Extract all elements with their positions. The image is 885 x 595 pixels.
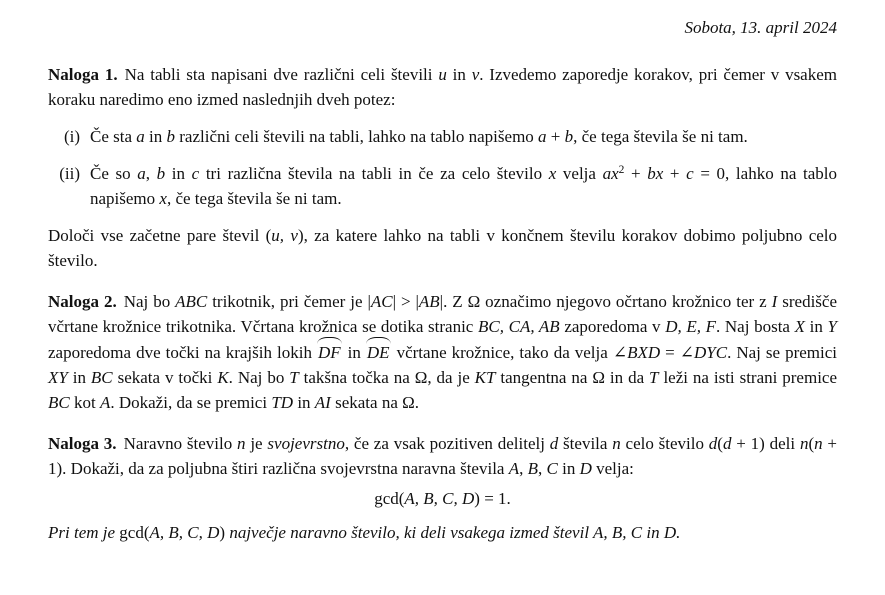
- text-run: največje naravno število, ki deli vsakega izmed števil: [229, 523, 593, 542]
- text-run: sekata v točki: [112, 368, 218, 387]
- text-run: u: [438, 65, 447, 84]
- text-run: B: [527, 459, 538, 478]
- text-run: . Izvedemo zaporedje korakov, pri čemer v vsakem koraku naredimo eno izmed naslednjih dveh potez:: [48, 65, 837, 109]
- text-run: C: [546, 459, 558, 478]
- text-run: ), za katere lahko na tabli v končnem številu korakov dobimo poljubno celo število.: [48, 226, 838, 270]
- text-run: gcd(: [374, 489, 405, 508]
- text-run: KT: [474, 368, 496, 387]
- text-run: +: [663, 164, 687, 183]
- text-run: b: [564, 127, 574, 146]
- text-run: d: [708, 434, 718, 453]
- text-run: je: [245, 434, 268, 453]
- text-run: ,: [538, 459, 547, 478]
- item-label-ii: (ii): [59, 164, 80, 183]
- gcd-equation: [48, 486, 837, 511]
- text-run: celo število: [620, 434, 709, 453]
- text-run: K: [217, 368, 229, 387]
- text-run: ABC: [175, 292, 208, 311]
- text-run: trikotnik, pri čemer je |: [207, 292, 371, 311]
- text-run: d: [722, 434, 732, 453]
- text-run: n: [612, 434, 621, 453]
- problem-1-outro: [48, 223, 837, 273]
- text-run: x: [548, 164, 557, 183]
- problem-2-heading: Naloga 2.: [48, 292, 117, 311]
- text-run: n: [814, 434, 823, 453]
- text-run: tangentna na Ω in da: [495, 368, 650, 387]
- text-run: X: [794, 317, 806, 336]
- text-run: +: [546, 127, 565, 146]
- text-run: in: [642, 523, 664, 542]
- text-run: . Naj bo: [228, 368, 290, 387]
- text-run: Naravno število: [123, 434, 238, 453]
- text-run: leži na isti strani premice: [658, 368, 838, 387]
- text-run: Na tabli sta napisani dve različni celi števili: [124, 65, 439, 84]
- item-label-i: (i): [63, 127, 80, 146]
- arc-DF: DF: [317, 339, 343, 365]
- text-run: n: [799, 434, 809, 453]
- text-run: središče včrtane krožnice trikotnika. Včrtana krožnica se dotika stranic: [48, 292, 837, 336]
- text-run: Y: [827, 317, 837, 336]
- text-run: Pri tem je: [48, 523, 120, 542]
- text-run: tri različna števila na tabli in če za celo število: [199, 164, 549, 183]
- text-run: D: [579, 459, 592, 478]
- problem-3-text: [48, 431, 837, 481]
- item-body-ii: [90, 164, 837, 208]
- arc-DE: DE: [366, 339, 392, 365]
- item-body-i: [90, 127, 748, 146]
- text-run: (: [717, 434, 723, 453]
- text-run: . Dokaži, da se premici: [110, 393, 272, 412]
- text-run: AC: [370, 292, 393, 311]
- text-run: kot: [69, 393, 100, 412]
- text-run: . Naj se premici: [727, 343, 837, 362]
- text-run: takšna točka na Ω, da je: [298, 368, 475, 387]
- text-run: I: [771, 292, 778, 311]
- text-run: a: [538, 127, 547, 146]
- date-text: Sobota, 13. april 2024: [684, 18, 837, 37]
- text-run: x: [159, 189, 167, 208]
- text-run: ,: [519, 459, 528, 478]
- problem-2-text: [48, 289, 837, 415]
- text-run: A: [99, 393, 111, 412]
- text-run: BC: [90, 368, 113, 387]
- text-run: BC: [48, 393, 70, 412]
- problem-1-item-ii: [48, 161, 837, 211]
- text-run: T: [649, 368, 659, 387]
- text-run: svojevrstno: [267, 434, 345, 453]
- text-run: in: [293, 393, 315, 412]
- text-run: , če tega števila še ni tam.: [166, 189, 342, 208]
- text-run: c: [686, 164, 694, 183]
- problem-3-heading: Naloga 3.: [48, 434, 117, 453]
- text-run: | > |: [392, 292, 419, 311]
- text-run: = 0, lahko na tablo napišemo: [90, 164, 838, 208]
- text-run: , če tega števila še ni tam.: [573, 127, 748, 146]
- problem-1-intro: [48, 62, 837, 112]
- text-run: d: [549, 434, 559, 453]
- text-run: , če za vsak pozitiven delitelj: [344, 434, 550, 453]
- text-run: = ∠: [660, 343, 694, 362]
- text-run: D: [663, 523, 677, 542]
- text-run: b: [156, 164, 166, 183]
- text-run: in: [67, 368, 91, 387]
- text-run: in: [144, 127, 167, 146]
- text-run: Če so: [90, 164, 138, 183]
- text-run: števila: [558, 434, 613, 453]
- text-run: + 1). Dokaži, da za poljubna štiri različna svojevrstna naravna števila: [48, 434, 838, 478]
- text-run: velja: [556, 164, 603, 183]
- text-run: gcd(: [119, 523, 150, 542]
- text-run: .: [676, 523, 681, 542]
- text-run: TD: [271, 393, 294, 412]
- text-run: AB: [418, 292, 440, 311]
- text-run: . Naj bosta: [716, 317, 795, 336]
- text-run: BXD: [627, 343, 661, 362]
- text-run: AI: [314, 393, 331, 412]
- text-run: bx: [647, 164, 664, 183]
- text-run: A, B, C, D: [149, 523, 220, 542]
- text-run: sekata na Ω.: [330, 393, 419, 412]
- gcd-definition-note: [48, 520, 837, 545]
- text-run: Naj bo: [123, 292, 176, 311]
- text-run: a: [137, 164, 146, 183]
- text-run: n: [237, 434, 246, 453]
- problem-1-item-i: [48, 124, 837, 149]
- text-run: T: [289, 368, 299, 387]
- text-run: ,: [145, 164, 157, 183]
- text-run: ): [219, 523, 230, 542]
- text-run: zaporedoma dve točki na krajših lokih: [48, 343, 317, 362]
- text-run: DYC: [693, 343, 728, 362]
- text-run: a: [136, 127, 145, 146]
- text-run: A: [508, 459, 520, 478]
- text-run: +: [624, 164, 648, 183]
- text-run: (: [808, 434, 815, 453]
- text-run: Če sta: [90, 127, 137, 146]
- text-run: in: [165, 164, 192, 183]
- text-run: včrtane krožnice, tako da velja ∠: [391, 343, 628, 362]
- text-run: in: [805, 317, 828, 336]
- problem-1-heading: Naloga 1.: [48, 65, 118, 84]
- text-run: ) = 1.: [474, 489, 511, 508]
- text-run: 2: [618, 164, 625, 176]
- text-run: v: [471, 65, 480, 84]
- text-run: zaporedoma v: [559, 317, 666, 336]
- text-run: različni celi števili na tabli, lahko na tablo napišemo: [175, 127, 539, 146]
- text-run: in: [446, 65, 472, 84]
- text-run: XY: [48, 368, 68, 387]
- text-run: BC, CA, AB: [478, 317, 560, 336]
- text-run: Določi vse začetne pare števil (: [48, 226, 272, 245]
- text-run: A, B, C: [593, 523, 643, 542]
- text-run: + 1) deli: [731, 434, 800, 453]
- text-run: A, B, C, D: [404, 489, 475, 508]
- text-run: c: [191, 164, 200, 183]
- text-run: in: [557, 459, 580, 478]
- date-line: [48, 15, 837, 40]
- text-run: ax: [602, 164, 619, 183]
- text-run: b: [166, 127, 176, 146]
- text-run: in: [342, 343, 366, 362]
- text-run: |. Z Ω označimo njegovo očrtano krožnico ter z: [439, 292, 772, 311]
- text-run: D, E, F: [665, 317, 717, 336]
- text-run: u, v: [271, 226, 298, 245]
- text-run: velja:: [591, 459, 634, 478]
